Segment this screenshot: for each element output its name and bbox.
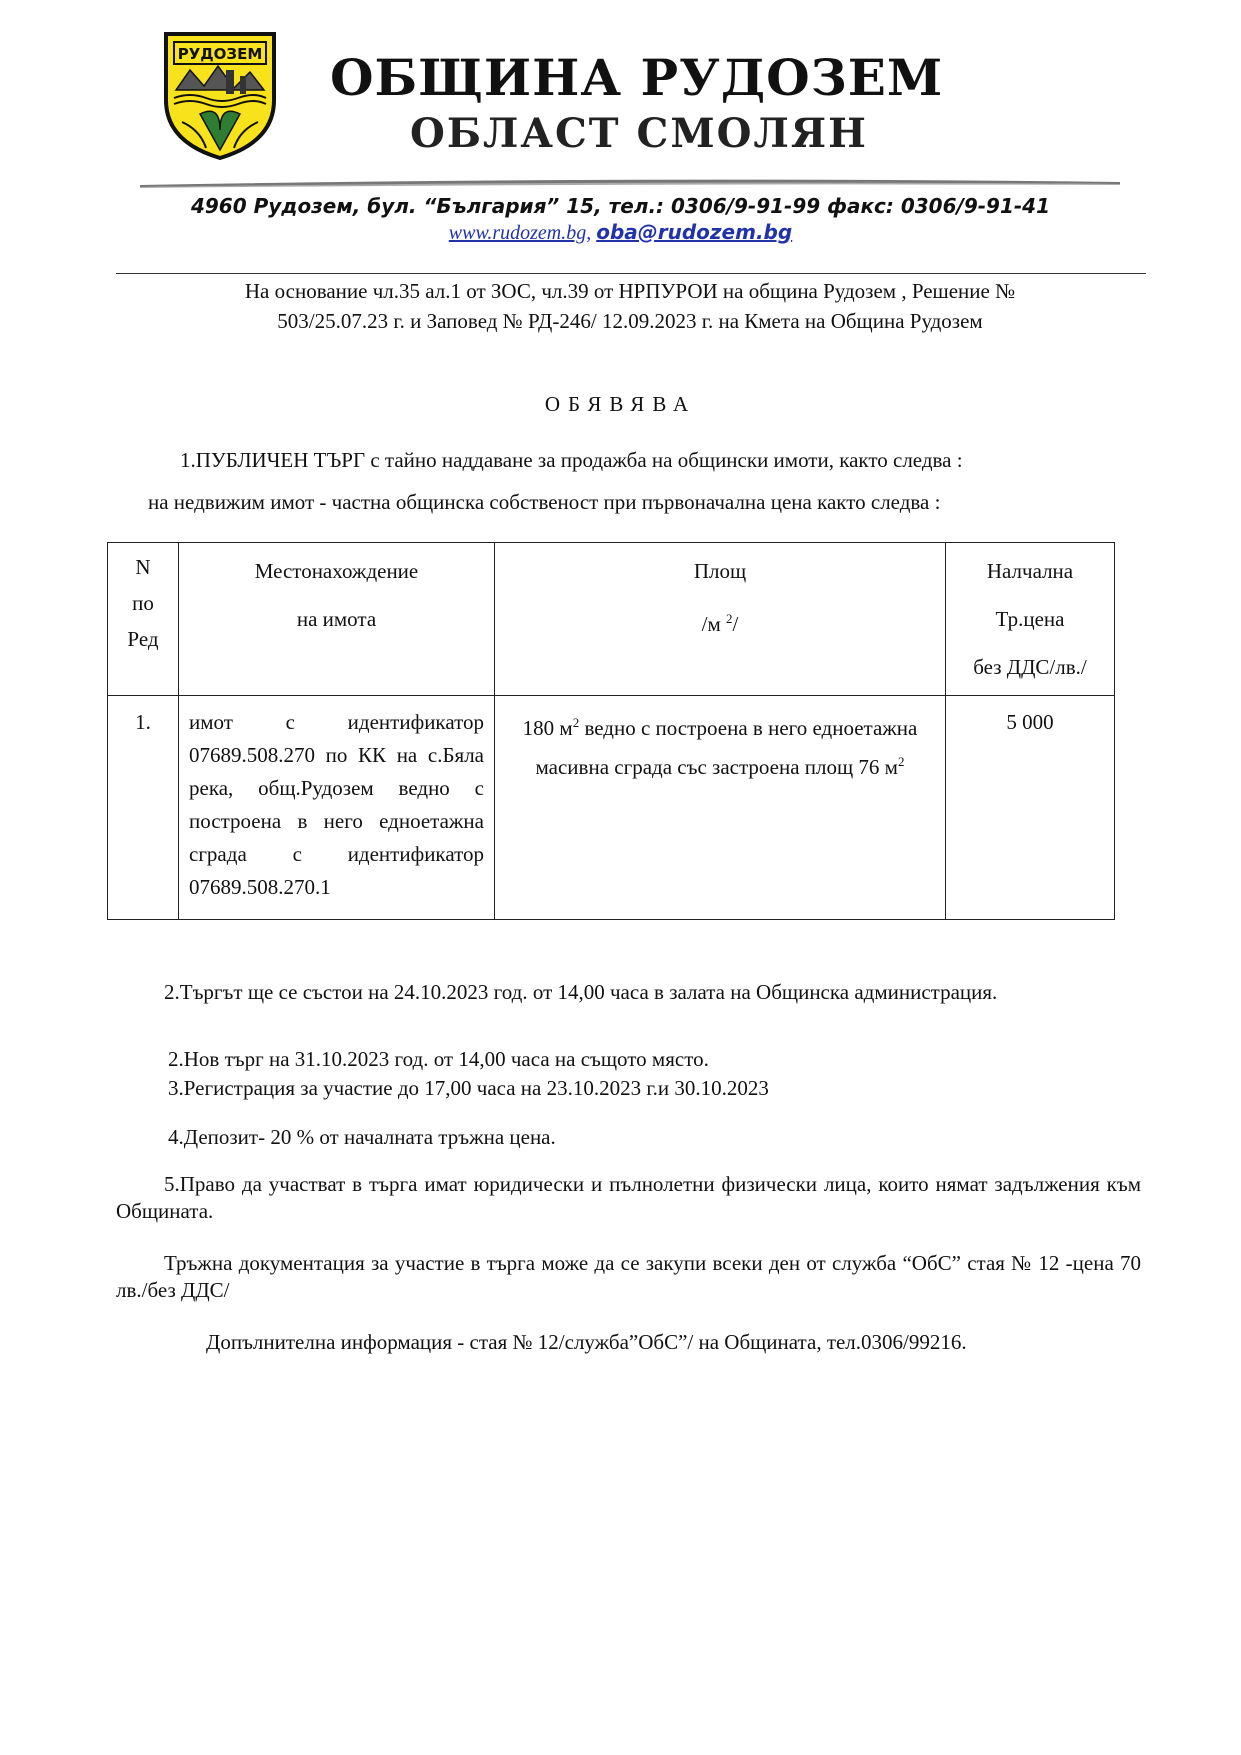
property-intro: на недвижим имот - частна общинска собственост при първоначална цена както следва : — [148, 490, 941, 514]
website-link[interactable]: www.rudozem.bg, — [448, 222, 592, 244]
property-table — [107, 542, 1115, 920]
table-row — [108, 696, 1115, 920]
additional-info: Допълнителна информация - стая № 12/служба”ОбС”/ на Общината, тел.0306/99216. — [206, 1330, 967, 1354]
header-location: Местонахождение на имота — [179, 543, 495, 696]
divider-line — [116, 273, 1146, 274]
municipality-logo — [160, 30, 280, 162]
documentation-info: Тръжна документация за участие в търга може да се закупи всеки ден от служба “ОбС” стая № 12 -цена 70 лв./без ДДС/ — [116, 1251, 1141, 1302]
row-number: 1. — [108, 696, 179, 920]
auction-intro: 1.ПУБЛИЧЕН ТЪРГ с тайно наддаване за продажба на общински имоти, както следва : — [180, 448, 963, 472]
legal-basis — [120, 276, 1140, 336]
deposit-info: 4.Депозит- 20 % от началната тръжна цена. — [168, 1125, 556, 1149]
contact-address: 4960 Рудозем, бул. “България” 15, тел.: 0306/9-91-99 факс: 0306/9-91-41 — [190, 194, 1051, 218]
logo-text: РУДОЗЕМ — [177, 45, 263, 63]
header-price: Налчална Тр.цена без ДДС/лв./ — [946, 543, 1115, 696]
region-subtitle: ОБЛАСТ СМОЛЯН — [410, 110, 868, 157]
row-price: 5 000 — [946, 696, 1115, 920]
legal-basis-line: 503/25.07.23 г. и Заповед № РД-246/ 12.09.2023 г. на Кмета на Община Рудозем — [277, 309, 983, 333]
new-auction-date: 2.Нов търг на 31.10.2023 год. от 14,00 часа на същото място. — [168, 1047, 709, 1071]
row-area: 180 $м^2$ ведно с построена в него едноетажна масивна сграда със застроена площ 76 $м^2$ — [495, 696, 946, 920]
announcement-heading: ОБЯВЯВА — [544, 392, 697, 416]
table-header-row — [108, 543, 1115, 696]
legal-basis-line: На основание чл.35 ал.1 от ЗОС, чл.39 от НРПУРОИ на община Рудозем , Решение № — [244, 279, 1016, 303]
header-divider — [140, 176, 1120, 190]
row-location: имот с идентификатор 07689.508.270 по КК на с.Бяла река, общ.Рудозем ведно с построена в него едноетажна сграда с идентификатор 07689.508.270.1 — [179, 696, 495, 920]
eligibility-info: 5.Право да участват в търга имат юридически и пълнолетни физически лица, които нямат задължения към Общината. — [116, 1172, 1141, 1223]
contact-links — [0, 220, 1241, 245]
email-link[interactable]: oba@rudozem.bg — [596, 220, 793, 244]
header-number: N по Ред — [108, 543, 179, 696]
header-area: Площ /м $^2$/ — [495, 543, 946, 696]
registration-deadline: 3.Регистрация за участие до 17,00 часа на 23.10.2023 г.и 30.10.2023 — [168, 1076, 769, 1100]
auction-date: 2.Търгът ще се състои на 24.10.2023 год. от 14,00 часа в залата на Общинска администрация. — [164, 980, 998, 1004]
municipality-title: ОБЩИНА РУДОЗЕМ — [330, 48, 944, 107]
